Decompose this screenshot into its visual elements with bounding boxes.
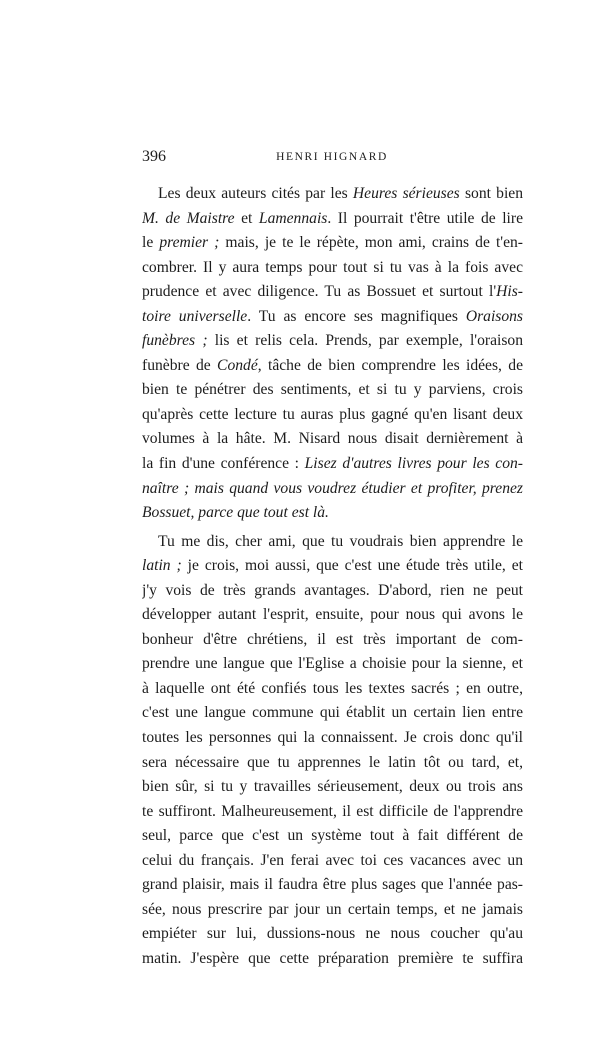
text-run: bien sûr, si tu y travailles sérieusement, deux ou trois ans <box>142 778 523 796</box>
text-line <box>142 603 523 628</box>
text-line <box>142 378 523 403</box>
running-title: HENRI HIGNARD <box>276 151 388 163</box>
body-text <box>142 182 523 972</box>
text-run: développer autant l'esprit, ensuite, pour nous qui avons le <box>142 606 523 624</box>
italic-text: Bossuet, parce que tout est là. <box>142 504 329 522</box>
text-run: Les deux auteurs cités par les <box>158 185 353 202</box>
paragraph <box>142 530 523 972</box>
italic-text: His- <box>496 283 523 301</box>
text-line <box>142 751 523 776</box>
text-run: bonheur d'être chrétiens, il est très important de com- <box>142 630 523 648</box>
text-run: la fin d'une conférence : <box>142 455 305 473</box>
text-line <box>142 530 523 555</box>
text-run: prudence et avec diligence. Tu as Bossuet et surtout l' <box>142 283 497 301</box>
text-line <box>142 305 523 330</box>
text-line <box>142 652 523 677</box>
text-run: le <box>142 234 160 252</box>
text-line <box>142 701 523 726</box>
text-line <box>142 824 523 849</box>
italic-text: naître ; mais quand vous voudrez étudier et profiter, prenez <box>142 479 523 497</box>
text-line <box>142 427 523 452</box>
text-run: j'y vois de très grands avantages. D'abord, rien ne peut <box>142 581 523 599</box>
text-line <box>142 775 523 800</box>
text-run: à laquelle ont été confiés tous les textes sacrés ; en outre, <box>142 679 523 697</box>
text-run: c'est une langue commune qui établit un certain lien entre <box>142 704 523 722</box>
italic-text: funèbres ; <box>142 332 208 350</box>
text-line <box>142 579 523 604</box>
text-line <box>142 477 523 502</box>
italic-text: Lisez d'autres livres pour les con- <box>304 455 523 473</box>
text-run: combrer. Il y aura temps pour tout si tu vas à la fois avec <box>142 258 523 276</box>
italic-text: premier ; <box>159 234 220 252</box>
text-run: funèbre de <box>142 356 218 374</box>
text-line <box>142 354 523 379</box>
italic-text: Lamennais <box>258 209 328 227</box>
text-line <box>142 800 523 825</box>
text-run: te suffiront. Malheureusement, il est difficile de l'apprendre <box>142 802 523 820</box>
text-line <box>142 677 523 702</box>
text-line <box>142 922 523 947</box>
text-line <box>142 403 523 428</box>
text-run: sera nécessaire que tu apprennes le latin tôt ou tard, et, <box>142 753 523 771</box>
text-line <box>142 280 523 305</box>
text-line <box>142 947 523 972</box>
page-header <box>142 148 522 170</box>
text-line <box>142 898 523 923</box>
text-run: lis et relis cela. Prends, par exemple, l'oraison <box>207 332 523 350</box>
text-run: Tu me dis, cher ami, que tu voudrais bien apprendre le <box>158 532 523 550</box>
italic-text: M. de Maistre <box>142 209 235 227</box>
text-run: celui du français. J'en ferai avec toi ces vacances avec un <box>142 851 523 869</box>
text-line <box>142 231 523 256</box>
text-line <box>142 873 523 898</box>
italic-text: Heures sérieuses <box>352 185 460 202</box>
italic-text: Oraisons <box>465 307 523 325</box>
text-run: matin. J'espère que cette préparation première te suffira <box>142 949 523 967</box>
text-run: toutes les personnes qui la connaissent. Je crois donc qu'il <box>142 729 523 747</box>
text-run: volumes à la hâte. M. Nisard nous disait dernièrement à <box>142 430 523 448</box>
text-line <box>142 501 523 526</box>
text-run: . Il pourrait t'être utile de lire <box>327 209 523 227</box>
text-run: sont bien <box>459 185 523 202</box>
text-run: bien te pénétrer des sentiments, et si tu y parviens, crois <box>142 381 523 399</box>
italic-text: latin ; <box>142 557 182 575</box>
text-line <box>142 207 523 232</box>
text-line <box>142 849 523 874</box>
text-line <box>142 452 523 477</box>
text-run: mais, je te le répète, mon ami, crains de t'en- <box>219 234 523 252</box>
text-run: qu'après cette lecture tu auras plus gagné qu'en lisant deux <box>142 405 523 423</box>
text-run: et <box>234 209 259 227</box>
paragraph <box>142 182 523 526</box>
text-line <box>142 256 523 281</box>
text-line <box>142 628 523 653</box>
text-line <box>142 554 523 579</box>
text-run: seul, parce que c'est un système tout à fait différent de <box>142 827 523 845</box>
text-run: . Tu as encore ses magnifiques <box>247 307 466 325</box>
text-line <box>142 182 523 207</box>
text-line <box>142 329 523 354</box>
text-run: empiéter sur lui, dussions-nous ne nous coucher qu'au <box>142 925 523 943</box>
italic-text: Condé <box>217 356 258 374</box>
text-run: prendre une langue que l'Eglise a choisie pour la sienne, et <box>142 655 523 673</box>
text-run: je crois, moi aussi, que c'est une étude très utile, et <box>181 557 523 575</box>
italic-text: toire universelle <box>142 307 248 325</box>
text-run: grand plaisir, mais il faudra être plus sages que l'année pas- <box>142 876 523 894</box>
page-number: 396 <box>142 148 166 165</box>
text-run: , tâche de bien comprendre les idées, de <box>257 356 523 374</box>
text-run: sée, nous prescrire par jour un certain temps, et ne jamais <box>142 900 523 918</box>
text-line <box>142 726 523 751</box>
